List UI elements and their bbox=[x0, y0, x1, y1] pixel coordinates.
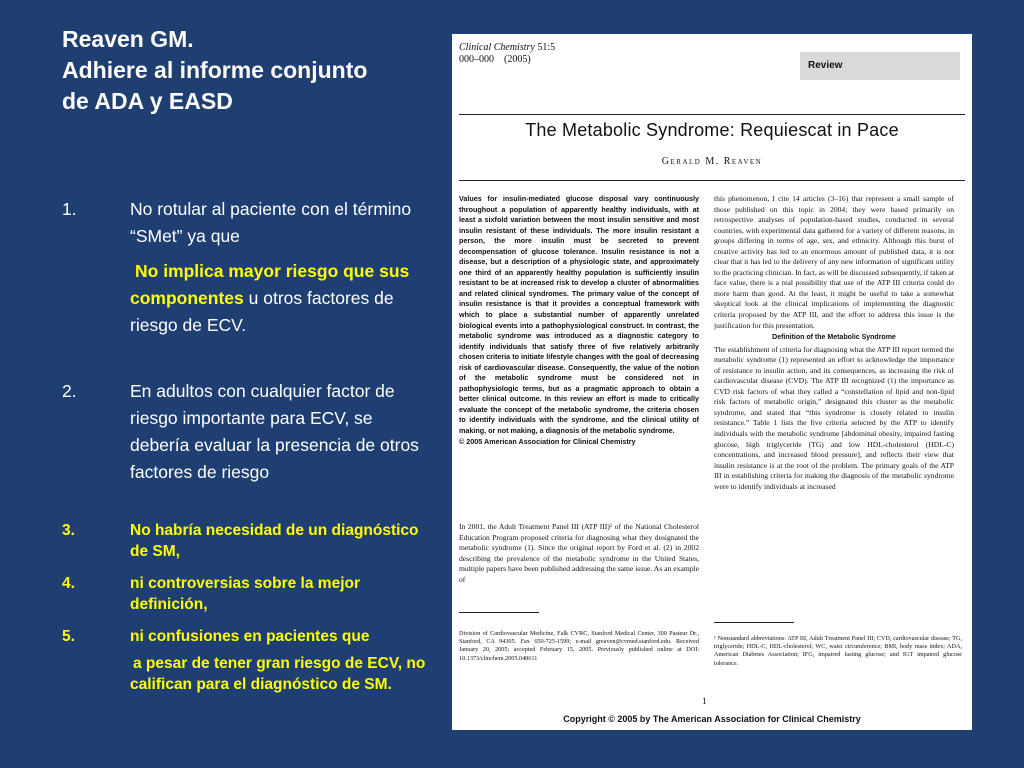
item-number: 4. bbox=[62, 575, 75, 592]
footnote-left: Division of Cardiovascular Medicine, Falk CVRC, Stanford Medical Center, 300 Pasteur Dr., Stanford, CA 94305. Fax 650-725-1599; e-mail greaven@cvmed.stanford.edu. Received January 20, 2005; accepted February 15, 2005. Previously published online at DOI: 10.1373/clinchem.2005.048611 bbox=[459, 630, 699, 662]
paper-scan bbox=[452, 34, 972, 730]
body-text-left: In 2001, the Adult Treatment Panel III (ATP III)¹ of the National Cholesterol Education Program proposed criteria for diagnosing what they designated the metabolic syndrome (1). Since the original report by Ford et al. (2) in 2002 describing the prevalence of the metabolic syndrome in the United States, multiple papers have been published addressing the same issue. As an example of bbox=[459, 522, 699, 584]
body-column-right bbox=[714, 194, 954, 654]
abstract-copyright: © 2005 American Association for Clinical Chemistry bbox=[459, 436, 636, 446]
body-text: The establishment of criteria for diagnosing what the ATP III report termed the metabolic syndrome (1) represented an effort to acknowledge the importance of resistance to insulin action, and its consequences, as increasing the risk of cardiovascular disease (CVD). The ATP III recognized (1) the importance as CVD risk factors of what they called a “constellation of lipid and non-lipid risk factors of metabolic origin,” designated this cluster as the metabolic syndrome, and stated that “this syndrome is closely related to insulin resistance.” Table 1 lists the five criteria selected by the ATP to identify individuals with the metabolic syndrome [abdominal obesity, impaired fasting glucose, high triglyceride (TG) and low HDL-cholesterol (HDL-C) concentrations, and increased blood pressure], and reflects their view that insulin resistance is at the root of the problem. The primary goals of the ATP III in establishing criteria for making the diagnosis of the metabolic syndrome were to identify individuals at increased bbox=[714, 344, 954, 491]
item-number: 5. bbox=[62, 628, 75, 645]
divider bbox=[459, 114, 965, 115]
abstract-column bbox=[459, 194, 699, 559]
slide-title bbox=[62, 24, 432, 117]
journal-issue: 51:5 bbox=[534, 42, 556, 53]
paper-title: The Metabolic Syndrome: Requiescat in Pace bbox=[525, 120, 899, 140]
page-number: 1 bbox=[702, 696, 707, 706]
item-text: En adultos con cualquier factor de riesgo importante para ECV, se debería evaluar la presencia de otros factores de riesgo bbox=[130, 381, 419, 482]
section-heading: Definition of the Metabolic Syndrome bbox=[772, 334, 896, 342]
footnote-divider bbox=[459, 612, 539, 613]
item-continuation: a pesar de tener gran riesgo de ECV, no califican para el diagnóstico de SM. bbox=[130, 655, 426, 693]
journal-pages: 000–000 bbox=[459, 54, 494, 65]
paper-copyright: Copyright © 2005 by The American Association for Clinical Chemistry bbox=[563, 714, 861, 724]
item-number: 1. bbox=[62, 199, 77, 219]
item-text: No rotular al paciente con el término “SMet” ya que bbox=[130, 199, 412, 246]
title-line: Adhiere al informe conjunto bbox=[62, 57, 368, 83]
journal-name: Clinical Chemistry bbox=[459, 42, 535, 53]
item-text: u otros factores de riesgo de ECV. bbox=[130, 288, 394, 335]
abstract-text: Values for insulin-mediated glucose disposal vary continuously throughout a population of apparently healthy individuals, with at least a sixfold variation between the most insulin sensitive and most insulin resistant of these individuals. The more insulin resistant a person, the more insulin must be secreted to prevent decompensation of glucose tolerance. Insulin resistance is not a disease, but a description of a physiologic state, and approximately one third of an apparently healthy population is sufficiently insulin resistant to be at increased risk to develop a cluster of abnormalities and related clinical syndromes. The primary value of the concept of insulin resistance is that it provides a conceptual framework with which to place a substantial number of apparently unrelated biological events into a pathophysiological construct. In contrast, the metabolic syndrome was introduced as a diagnostic category to identify individuals that satisfy three of five relatively arbitrarily chosen criteria to initiate lifestyle changes with the goal of decreasing risk of cardiovascular disease. Consequently, the value of the notion of the metabolic syndrome must be considered not in pathophysiologic terms, but as a pragmatic approach to obtain a better clinical outcome. In this review an effort is made to critically evaluate the concept of the metabolic syndrome, the criteria chosen to identify individuals with the syndrome, and the clinical utility of making, or not making, a diagnosis of the metabolic syndrome. bbox=[459, 194, 699, 436]
paper-author: Gerald M. Reaven bbox=[661, 156, 763, 167]
journal-year: (2005) bbox=[504, 54, 531, 65]
item-text: ni controversias sobre la mejor definición, bbox=[130, 575, 361, 613]
body-text: this phenomenon, I cite 14 articles (3–16) that represent a small sample of those published on this topic in 2004; they were based primarily on retrospective analyses of population-based studies, conducted in several countries, with experimental data gathered for a variety of different reasons, in groups differing in terms of age, sex, and ethnicity. Although this burst of creative activity has led to an enormous amount of published data, it is not clear that it has led to the delivery of any new information of significant utility to the practicing clinician. In fact, as will be discussed subsequently, if taken at face value, there is a real possibility that use of the ATP III criteria could do more harm than good. At the least, it might be useful to take a somewhat skeptical look at the clinical implications of implementing the diagnostic criteria proposed by the ATP III, and the effort to address this issue is the justification for this presentation. bbox=[714, 194, 954, 330]
section-label: Review bbox=[800, 52, 960, 80]
footnote-divider bbox=[714, 622, 794, 623]
title-line: de ADA y EASD bbox=[62, 88, 233, 114]
item-continuation bbox=[130, 258, 430, 339]
item-number: 3. bbox=[62, 522, 75, 539]
journal-citation bbox=[459, 42, 555, 66]
title-line: Reaven GM. bbox=[62, 26, 194, 52]
item-highlight: No implica mayor riesgo que sus componentes bbox=[130, 261, 410, 308]
divider bbox=[459, 180, 965, 181]
footnote-right: ¹ Nonstandard abbreviations: ATP III, Adult Treatment Panel III; CVD, cardiovascular disease; TG, triglyceride; HDL-C, HDL-cholesterol; WC, waist circumference; BMI, body mass index; ADA, American Diabetes Association; IFG, impaired fasting glucose; and IGT impaired glucose tolerance. bbox=[714, 635, 962, 667]
item-number: 2. bbox=[62, 381, 77, 401]
item-text: ni confusiones en pacientes que bbox=[130, 628, 370, 645]
item-text: No habría necesidad de un diagnóstico de SM, bbox=[130, 522, 419, 560]
